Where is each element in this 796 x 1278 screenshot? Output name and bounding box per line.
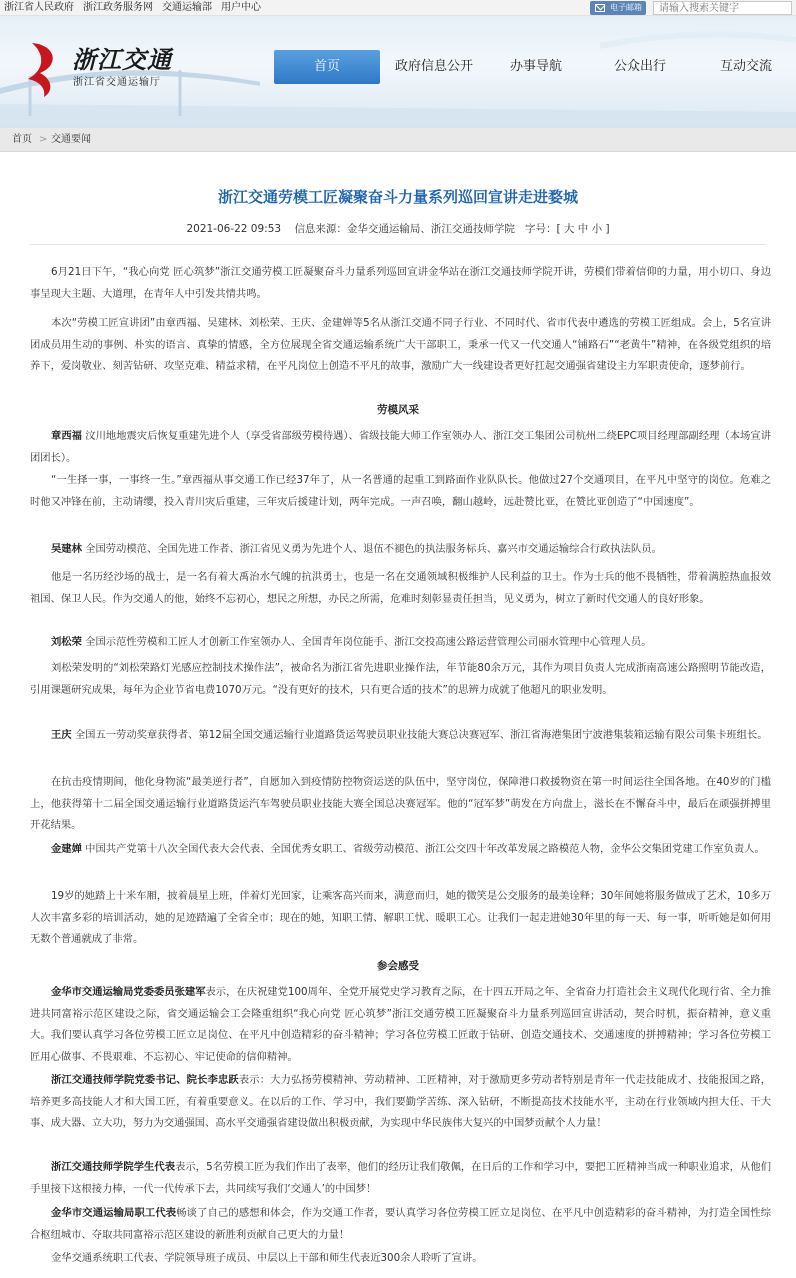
font-size-large[interactable]: 大 [563,223,575,235]
paragraph-overview: 本次“劳模工匠宣讲团”由章西福、吴建林、刘松荣、王庆、金建婵等5名从浙江交通不同子行业、不同时代、省市代表中遴选的劳模工匠组成。会上，5名宣讲团成员用生动的事例、朴实的语言、真挚的情感，全方位展现全省交通运输系统广大干部职工，秉承一代又一代交通人“铺路石”“老黄牛”精神，在各级党组织的培养下，爱岗敬业、刻苦钻研、攻坚克难、精益求精，在平凡岗位上创造不平凡的故事，激励广大一线建设者更好扛起交通强省建设主力军职责使命，逐梦前行。 [30,317,771,373]
breadcrumb-news[interactable]: 交通要闻 [51,134,91,145]
nav-interaction[interactable]: 互动交流 [719,59,772,74]
site-header [0,16,796,128]
section-heading-models: 劳模风采 [377,404,419,416]
link-mot[interactable]: 交通运输部 [162,2,212,13]
logo-subtitle: 浙江省交通运输厅 [73,77,161,88]
article-title: 浙江交通劳模工匠凝聚奋斗力量系列巡回宣讲走进婺城 [217,188,578,206]
paragraph-speech-li-zhongyue: 浙江交通技师学院党委书记、院长李忠跃表示：大力弘扬劳模精神、劳动精神、工匠精神，对于激励更多劳动者特别是青年一代走技能成才、技能报国之路，培养更多高技能人才和大国工匠，有着重要意义。在以后的工作、学习中，我们要勤学苦练、深入钻研，不断提高技术技能水平，主动在行业领域内担大任、干大事、成大器、立大功，努力为交通强国、高水平交通强省建设做出积极贡献，为实现中华民族伟大复兴的中国梦贡献个人力量！ [30,1074,772,1130]
top-utility-bar [0,0,796,16]
main-nav [272,50,792,84]
nav-home[interactable]: 首页 [274,50,380,84]
paragraph-speech-zhang-jianjun: 金华市交通运输局党委委员张建军表示，在庆祝建党100周年、全党开展党史学习教育之际，在十四五开局之年、全省奋力打造社会主义现代化现行省、全力推进共同富裕示范区建设之际，省交通运输会工会隆重组织“我心向党 匠心筑梦”浙江交通劳模工匠凝聚奋斗力量系列巡回宣讲活动，契合时机，振奋精神，意义重大。我们要认真学习各位劳模工匠立足岗位、在平凡中创造精彩的奋斗精神；学习各位劳模工匠敢于钻研、创造交通技术、交通速度的拼搏精神；学习各位劳模工匠用心做事、不畏艰难、不忘初心、牢记使命的信仰精神。 [30,986,772,1063]
link-zj-gov[interactable]: 浙江省人民政府 [4,2,74,13]
link-zj-service[interactable]: 浙江政务服务网 [83,2,153,13]
font-size-small[interactable]: 小 [591,223,603,235]
paragraph-profile-jin: 金建婵 中国共产党第十八次全国代表大会代表、全国优秀女职工、省级劳动模范、浙江公交四十年改革发展之路模范人物，金华公交集团党建工作室负责人。 [51,843,765,855]
paragraph-story-jin: 19岁的她踏上十米车厢，披着晨星上班，伴着灯光回家，让乘客高兴而来，满意而归，她的微笑是公交服务的最美诠释；30年间她将服务做成了艺术，10多万人次丰富多彩的培训活动，她的足迹踏遍了全省全市；现在的她，知职工情、解职工忧、暖职工心。让我们一起走进她30年里的每一天、每一事，听听她是如何用无数个普通就成了非常。 [30,890,771,946]
nav-travel[interactable]: 公众出行 [613,59,666,74]
paragraph-profile-liu: 刘松荣 全国示范性劳模和工匠人才创新工作室领办人、全国青年岗位能手、浙江交投高速公路运营管理公司丽水管理中心管理人员。 [51,636,652,648]
article-meta [0,221,796,236]
logo-title: 浙江交通 [72,45,172,74]
paragraph-profile-wu: 吴建林 全国劳动模范、全国先进工作者、浙江省见义勇为先进个人、退伍不褪色的执法服务标兵、嘉兴市交通运输综合行政执法队员。 [51,543,662,555]
paragraph-story-liu: 刘松荣发明的“刘松荣路灯光感应控制技术操作法”，被命名为浙江省先进职业操作法，年节能80余万元，其作为项目负责人完成浙南高速公路照明节能改造，引用课题研究成果，每年为企业节省电费1070万元。“没有更好的技术，只有更合适的技术”的思辨力成就了他超凡的职业发明。 [30,662,771,696]
paragraph-speech-staff: 金华市交通运输局职工代表畅谈了自己的感想和体会，作为交通工作者，要认真学习各位劳模工匠立足岗位、在平凡中创造精彩的奋斗精神，为打造全国性综合枢纽城市、夺取共同富裕示范区建设的新胜利贡献自己更大的力量！ [30,1207,772,1241]
link-user-center[interactable]: 用户中心 [221,2,261,13]
breadcrumb-home[interactable]: 首页 [12,134,32,145]
search-input[interactable] [653,1,792,15]
nav-gov-info[interactable]: 政府信息公开 [394,59,473,74]
breadcrumb-separator: > [39,134,48,145]
font-size-medium[interactable]: 中 [577,223,589,235]
paragraph-speech-student: 浙江交通技师学院学生代表表示，5名劳模工匠为我们作出了表率，他们的经历让我们敬佩，在日后的工作和学习中，要把工匠精神当成一种职业追求，从他们手里接下这根接力棒，一代一代传承下去，共同续写我们‘交通人’的中国梦！ [30,1161,771,1195]
paragraph-profile-wang: 王庆 全国五一劳动奖章获得者、第12届全国交通运输行业道路货运驾驶员职业技能大赛总决赛冠军、浙江省海港集团宁波港集装箱运输有限公司集卡班组长。 [51,729,768,741]
paragraph-profile-zhang: 章西福 汶川地地震灾后恢复重建先进个人（享受省部级劳模待遇）、省级技能大师工作室领办人、浙江交工集团公司杭州二绕EPC项目经理部副经理（本场宣讲团团长）。 [30,430,771,464]
title-divider [30,244,766,245]
paragraph-story-zhang: “一生择一事，一事终一生。”章西福从事交通工作已经37年了，从一名普通的起重工到路面作业队队长。他做过27个交通项目，在平凡中坚守的岗位。危难之时他又冲锋在前，主动请缨，投入青川灾后重建，三年灾后援建计划，两年完成。一声召唤，翻山越岭，远赴赞比亚，在赞比亚创造了“中国速度”。 [30,474,771,508]
font-size-bracket-open: [ [556,223,561,235]
nav-services[interactable]: 办事导航 [509,59,562,74]
top-links [4,1,270,15]
logo-icon [26,39,60,99]
font-size-label: 字号： [524,223,557,235]
article-date: 2021-06-22 09:53 [186,223,282,235]
section-heading-impressions: 参会感受 [377,960,419,972]
font-size-bracket-close: ] [605,223,610,235]
email-label: 电子邮箱 [610,3,642,12]
paragraph-story-wang: 在抗击疫情期间，他化身物流“最美逆行者”，自愿加入到疫情防控物资运送的队伍中，坚守岗位，保障港口救援物资在第一时间运往全国各地。在40岁的门槛上，他获得第十二届全国交通运输行业道路货运汽车驾驶员职业技能大赛全国总决赛冠军。他的“冠军梦”萌发在方向盘上，滋长在不懈奋斗中，最后在顽强拼搏里开花结果。 [30,776,771,832]
paragraph-intro: 6月21日下午，“我心向党 匠心筑梦”浙江交通劳模工匠凝聚奋斗力量系列巡回宣讲金华站在浙江交通技师学院开讲，劳模们带着信仰的力量，用小切口、身边事呈现大主题、大道理，在青年人中引发共情共鸣。 [30,266,771,300]
paragraph-story-wu: 他是一名历经沙场的战士，是一名有着大禹治水气魄的抗洪勇士，也是一名在交通领域积极维护人民利益的卫士。作为士兵的他不畏牺牲，带着满腔热血报效祖国、保卫人民。作为交通人的他，始终不忘初心，想民之所想，办民之所需，危难时刻彰显责任担当，见义勇为，树立了新时代交通人的良好形象。 [30,571,771,605]
breadcrumb [0,128,796,152]
email-button[interactable] [590,1,646,15]
article-source: 信息来源：金华交通运输局、浙江交通技师学院 [294,223,515,235]
envelope-icon [595,4,605,12]
paragraph-closing: 金华交通系统职工代表、学院领导班子成员、中层以上干部和师生代表近300余人聆听了宣讲。 [51,1252,483,1264]
